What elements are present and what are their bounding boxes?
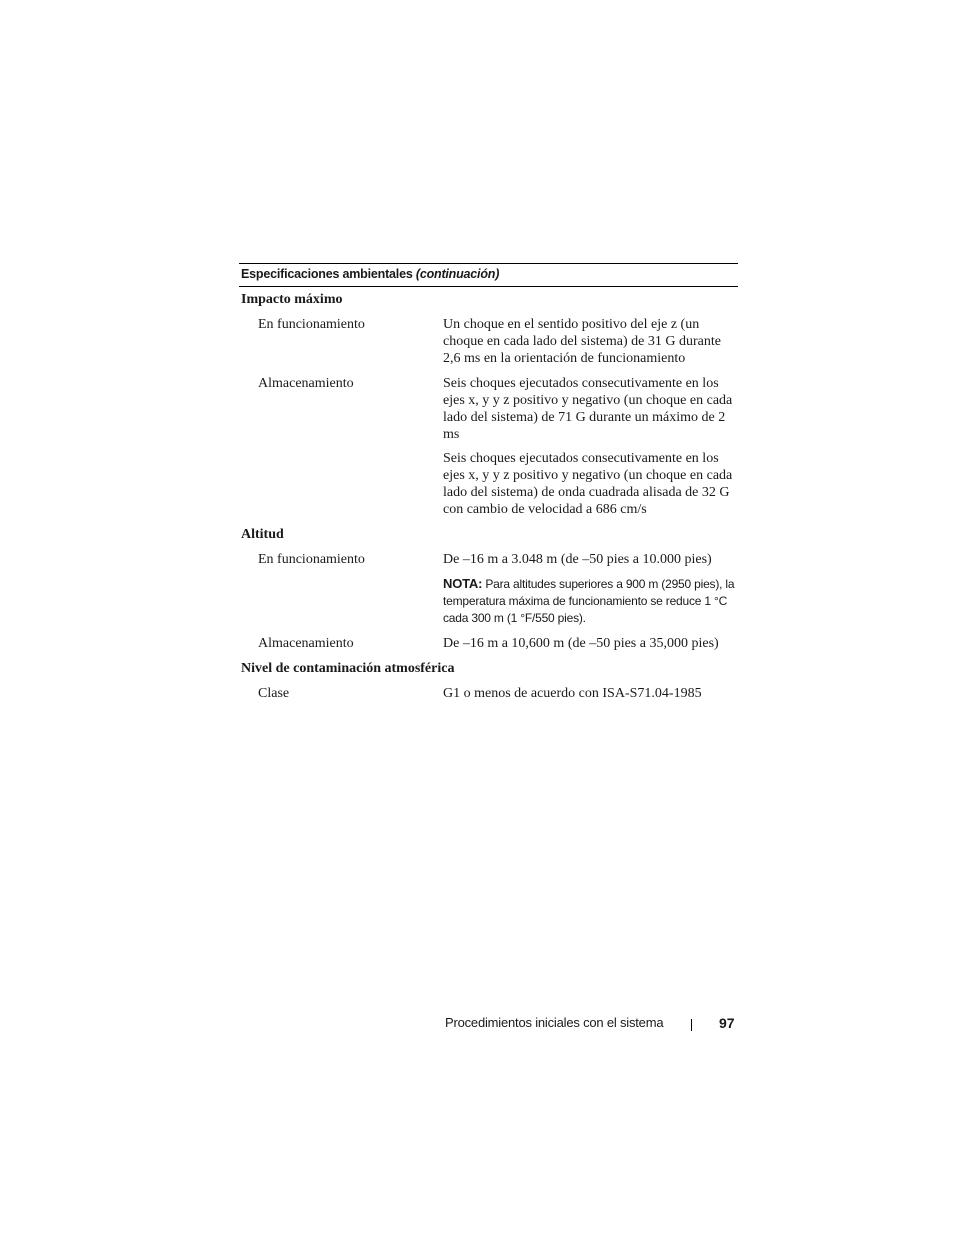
section-title-impacto: Impacto máximo (241, 292, 343, 307)
value-paragraph: Seis choques ejecutados consecutivamente en los ejes x, y y z positivo y negativo (un choque en cada lado del sistema) de onda cuadrada alisada de 32 G con cambio de velocidad a 686 cm/s (443, 451, 733, 517)
table-header (239, 263, 738, 287)
footer-title: Procedimientos iniciales con el sistema (445, 1015, 664, 1030)
page-number: 97 (719, 1015, 735, 1031)
value-paragraph: Seis choques ejecutados consecutivamente en los ejes x, y y z positivo y negativo (un choque en cada lado del sistema) de 71 G durante un máximo de 2 ms (443, 376, 733, 442)
row-value (443, 685, 738, 702)
table-header-title: Especificaciones ambientales (241, 267, 413, 281)
note-text: Para altitudes superiores a 900 m (2950 pies), la temperatura máxima de funcionamiento se reduce 1 °C cada 300 m (1 °F/550 pies). (443, 577, 735, 625)
note-label: NOTA: (443, 576, 483, 591)
table-row (239, 551, 738, 627)
table-header-continuation: (continuación) (415, 267, 500, 281)
row-value (443, 316, 738, 367)
row-value (443, 551, 738, 627)
note (443, 575, 738, 627)
value-paragraph: De –16 m a 3.048 m (de –50 pies a 10.000 pies) (443, 552, 712, 567)
footer-divider (691, 1019, 692, 1031)
value-paragraph: G1 o menos de acuerdo con ISA-S71.04-1985 (443, 686, 702, 701)
row-label: En funcionamiento (258, 552, 365, 567)
row-label: Almacenamiento (258, 636, 354, 651)
table-row (239, 685, 738, 702)
row-label: Clase (258, 686, 290, 701)
row-value (443, 635, 738, 652)
row-label: Almacenamiento (258, 376, 354, 391)
table-row (239, 316, 738, 367)
table-row (239, 635, 738, 652)
section-title-contaminacion: Nivel de contaminación atmosférica (241, 661, 455, 676)
section-title-altitud: Altitud (241, 527, 284, 542)
value-paragraph: Un choque en el sentido positivo del eje z (un choque en cada lado del sistema) de 31 G durante 2,6 ms en la orientación de funcionamiento (443, 317, 721, 366)
value-paragraph: De –16 m a 10,600 m (de –50 pies a 35,000 pies) (443, 636, 719, 651)
table-row (239, 375, 738, 518)
row-label: En funcionamiento (258, 317, 365, 332)
row-value (443, 375, 738, 518)
specifications-table (239, 263, 738, 702)
